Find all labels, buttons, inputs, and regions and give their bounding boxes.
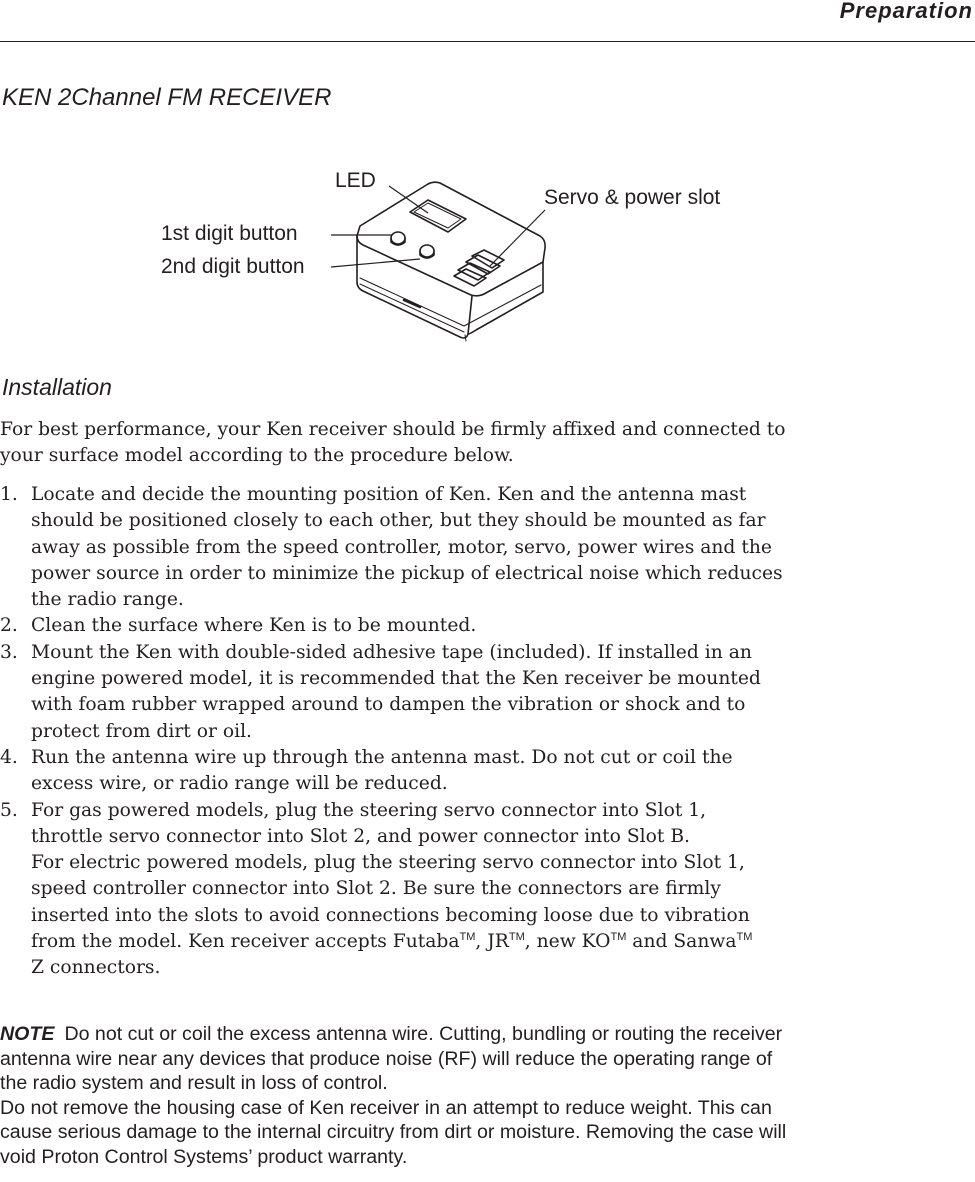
intro-line: your surface model according to the procedure below. [0,445,514,467]
step-line: with foam rubber wrapped around to dampen the vibration or shock and to [31,694,746,716]
receiver-diagram [0,0,975,360]
trademark-mark: TM [736,930,753,943]
trademark-mark: TM [459,930,476,943]
step-line: Z connectors. [31,957,161,979]
step-line: speed controller connector into Slot 2. Be sure the connectors are firmly [31,878,721,900]
step-number: 4. [0,746,18,768]
installation-intro [0,417,972,470]
step-line: For electric powered models, plug the steering servo connector into Slot 1, [31,852,745,874]
step-5 [0,798,972,982]
section-header: Preparation [839,0,973,23]
step-line: protect from dirt or oil. [31,720,252,742]
servo-slots [454,250,504,286]
step-line: Run the antenna wire up through the antenna mast. Do not cut or coil the [31,746,733,768]
step-number: 2. [0,615,18,637]
intro-line: For best performance, your Ken receiver should be firmly affixed and connected to [0,419,786,440]
installation-steps [0,482,972,982]
note-block [0,1022,972,1170]
step-line: power source in order to minimize the pickup of electrical noise which reduces [31,562,783,584]
note-line: Do not remove the housing case of Ken receiver in an attempt to reduce weight. This can [0,1096,772,1119]
step-number: 1. [0,484,18,505]
servo-slot-label: Servo & power slot [544,186,721,209]
slot-callout-line [490,210,545,266]
step-line: Locate and decide the mounting position of Ken. Ken and the antenna mast [31,484,747,505]
page-title: KEN 2Channel FM RECEIVER [2,84,332,111]
step-1 [0,482,972,613]
receiver-right-side [468,262,543,334]
led-label: LED [335,169,376,192]
step-line: away as possible from the speed controller, motor, servo, power wires and the [31,536,772,558]
trademark-mark: TM [610,930,627,943]
second-digit-button [420,245,434,257]
first-digit-button [391,232,405,244]
step-line: throttle servo connector into Slot 2, and power connector into Slot B. [31,825,690,847]
step-line-trademarks: from the model. Ken receiver accepts Futaba™, JR™, new KO™ and Sanwa™ [31,930,753,953]
step-line: should be positioned closely to each other, but they should be mounted as far [31,510,766,532]
step-3 [0,640,972,745]
step-line: engine powered model, it is recommended that the Ken receiver be mounted [31,668,761,690]
led-window [410,200,466,232]
installation-heading: Installation [2,374,112,400]
note-tag: NOTE [0,1023,55,1045]
step-line: the radio range. [31,589,184,611]
step-line: For gas powered models, plug the steering servo connector into Slot 1, [31,799,707,821]
step-line: inserted into the slots to avoid connections becoming loose due to vibration [31,904,750,926]
step-number: 5. [0,799,18,821]
step-2 [0,613,972,639]
trademark-mark: TM [508,930,525,943]
step-line: Clean the surface where Ken is to be mounted. [31,615,477,637]
second-digit-button-label: 2nd digit button [161,255,305,278]
note-line: Do not cut or coil the excess antenna wire. Cutting, bundling or routing the receiver [64,1023,783,1045]
first-digit-button-label: 1st digit button [161,222,298,245]
note-line: void Proton Control Systems’ product warranty. [0,1145,408,1168]
step-line: Mount the Ken with double-sided adhesive tape (included). If installed in an [31,641,752,663]
step-line: excess wire, or radio range will be reduced. [31,773,448,795]
note-line: cause serious damage to the internal circuitry from dirt or moisture. Removing the case will [0,1121,787,1144]
step-number: 3. [0,641,18,663]
note-line: antenna wire near any devices that produce noise (RF) will reduce the operating range of [0,1047,773,1070]
note-line: the radio system and result in loss of control. [0,1072,388,1095]
led-callout-line [389,186,428,213]
step-4 [0,745,972,798]
